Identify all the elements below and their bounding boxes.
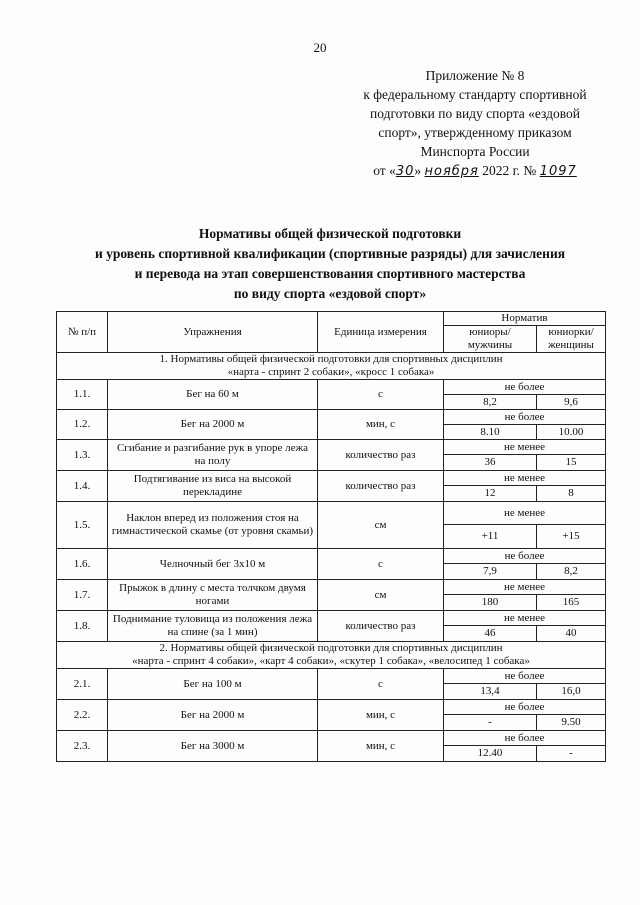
value-juniors-female: 16,0 [537, 684, 606, 700]
exercise-name: Наклон вперед из положения стоя на гимнастической скамье (от уровня скамьи) [108, 502, 318, 549]
section-row [57, 353, 606, 380]
title-line: Нормативы общей физической подготовки [198, 226, 462, 241]
order-date-line [340, 161, 610, 181]
title-line: и уровень спортивной квалификации (спортивные разряды) для зачисления [94, 246, 566, 261]
exercise-name: Прыжок в длину с места толчком двумя ногами [108, 580, 318, 611]
section-title [57, 642, 606, 669]
appendix-line: к федеральному стандарту спортивной [363, 87, 587, 102]
value-juniors-male: 12 [444, 486, 537, 502]
header-norm: Норматив [444, 312, 606, 326]
table-row [57, 549, 606, 564]
exercise-name: Бег на 3000 м [108, 731, 318, 762]
document-title [40, 224, 620, 304]
norm-condition: не менее [444, 580, 606, 595]
section-row [57, 642, 606, 669]
unit-of-measure: количество раз [318, 440, 444, 471]
value-juniors-male: 13,4 [444, 684, 537, 700]
value-juniors-male: 7,9 [444, 564, 537, 580]
value-juniors-male: 12.40 [444, 746, 537, 762]
table-row [57, 380, 606, 395]
appendix-line: подготовки по виду спорта «ездовой [369, 106, 580, 121]
unit-of-measure: мин, с [318, 410, 444, 440]
appendix-line: Минспорта России [420, 144, 530, 159]
section-title-line: «нарта - спринт 4 собаки», «карт 4 собаки», «скутер 1 собака», «велосипед 1 собака» [132, 655, 530, 667]
value-juniors-female: +15 [537, 525, 606, 549]
date-mid: » [414, 163, 422, 178]
exercise-name: Подтягивание из виса на высокой перекладине [108, 471, 318, 502]
exercise-name: Челночный бег 3х10 м [108, 549, 318, 580]
title-line: и перевода на этап совершенствования спортивного мастерства [134, 266, 526, 281]
date-prefix: от « [373, 163, 396, 178]
table-row [57, 731, 606, 746]
value-juniors-female: 8,2 [537, 564, 606, 580]
table-row [57, 471, 606, 486]
norm-condition: не более [444, 731, 606, 746]
section-title-line: 1. Нормативы общей физической подготовки для спортивных дисциплин [159, 353, 503, 365]
row-number: 1.4. [57, 471, 108, 502]
unit-of-measure: с [318, 669, 444, 700]
title-line: по виду спорта «ездовой спорт» [233, 286, 427, 301]
exercise-name: Бег на 2000 м [108, 700, 318, 731]
row-number: 1.6. [57, 549, 108, 580]
row-number: 2.3. [57, 731, 108, 762]
exercise-name: Поднимание туловища из положения лежа на спине (за 1 мин) [108, 611, 318, 642]
value-juniors-female: 9.50 [537, 715, 606, 731]
handwritten-order-number: 1097 [539, 164, 577, 179]
table-row [57, 700, 606, 715]
row-number: 2.2. [57, 700, 108, 731]
table-row [57, 580, 606, 595]
value-juniors-male: +11 [444, 525, 537, 549]
row-number: 1.2. [57, 410, 108, 440]
row-number: 1.7. [57, 580, 108, 611]
norm-condition: не менее [444, 611, 606, 626]
section-title-line: 2. Нормативы общей физической подготовки для спортивных дисциплин [159, 642, 503, 654]
row-number: 1.1. [57, 380, 108, 410]
norm-condition: не более [444, 669, 606, 684]
unit-of-measure: мин, с [318, 731, 444, 762]
table-row [57, 669, 606, 684]
value-juniors-male: 36 [444, 455, 537, 471]
unit-of-measure: количество раз [318, 471, 444, 502]
handwritten-day: 30 [395, 164, 415, 179]
table-row [57, 611, 606, 626]
header-juniors-male: юниоры/ мужчины [444, 326, 537, 353]
norm-condition: не более [444, 410, 606, 425]
unit-of-measure: см [318, 502, 444, 549]
section-title-line: «нарта - спринт 2 собаки», «кросс 1 собака» [227, 366, 435, 378]
row-number: 1.8. [57, 611, 108, 642]
section-title [57, 353, 606, 380]
norm-condition: не менее [444, 440, 606, 455]
table-row [57, 440, 606, 455]
norms-table [56, 311, 606, 762]
value-juniors-male: - [444, 715, 537, 731]
unit-of-measure: с [318, 380, 444, 410]
value-juniors-female: 10.00 [537, 425, 606, 440]
value-juniors-male: 46 [444, 626, 537, 642]
value-juniors-female: 165 [537, 595, 606, 611]
unit-of-measure: см [318, 580, 444, 611]
header-unit: Единица измерения [318, 312, 444, 353]
appendix-line: Приложение № 8 [425, 68, 525, 83]
row-number: 1.5. [57, 502, 108, 549]
row-number: 2.1. [57, 669, 108, 700]
exercise-name: Бег на 60 м [108, 380, 318, 410]
norm-condition: не более [444, 380, 606, 395]
table-row [57, 410, 606, 425]
exercise-name: Бег на 100 м [108, 669, 318, 700]
norm-condition: не менее [444, 471, 606, 486]
header-exercise: Упражнения [108, 312, 318, 353]
header-num: № п/п [57, 312, 108, 353]
value-juniors-male: 8.10 [444, 425, 537, 440]
unit-of-measure: количество раз [318, 611, 444, 642]
norm-condition: не менее [444, 502, 606, 525]
appendix-header [340, 66, 610, 181]
handwritten-month: ноября [424, 164, 479, 179]
value-juniors-female: - [537, 746, 606, 762]
norm-condition: не более [444, 549, 606, 564]
table-row [57, 502, 606, 525]
unit-of-measure: с [318, 549, 444, 580]
value-juniors-female: 15 [537, 455, 606, 471]
value-juniors-female: 8 [537, 486, 606, 502]
unit-of-measure: мин, с [318, 700, 444, 731]
norm-condition: не более [444, 700, 606, 715]
value-juniors-male: 180 [444, 595, 537, 611]
row-number: 1.3. [57, 440, 108, 471]
year-text: 2022 г. № [482, 163, 537, 178]
value-juniors-female: 9,6 [537, 395, 606, 410]
exercise-name: Бег на 2000 м [108, 410, 318, 440]
value-juniors-female: 40 [537, 626, 606, 642]
value-juniors-male: 8,2 [444, 395, 537, 410]
exercise-name: Сгибание и разгибание рук в упоре лежа на полу [108, 440, 318, 471]
header-juniors-female: юниорки/ женщины [537, 326, 606, 353]
page-number: 20 [313, 40, 327, 55]
appendix-line: спорт», утвержденному приказом [378, 125, 572, 140]
